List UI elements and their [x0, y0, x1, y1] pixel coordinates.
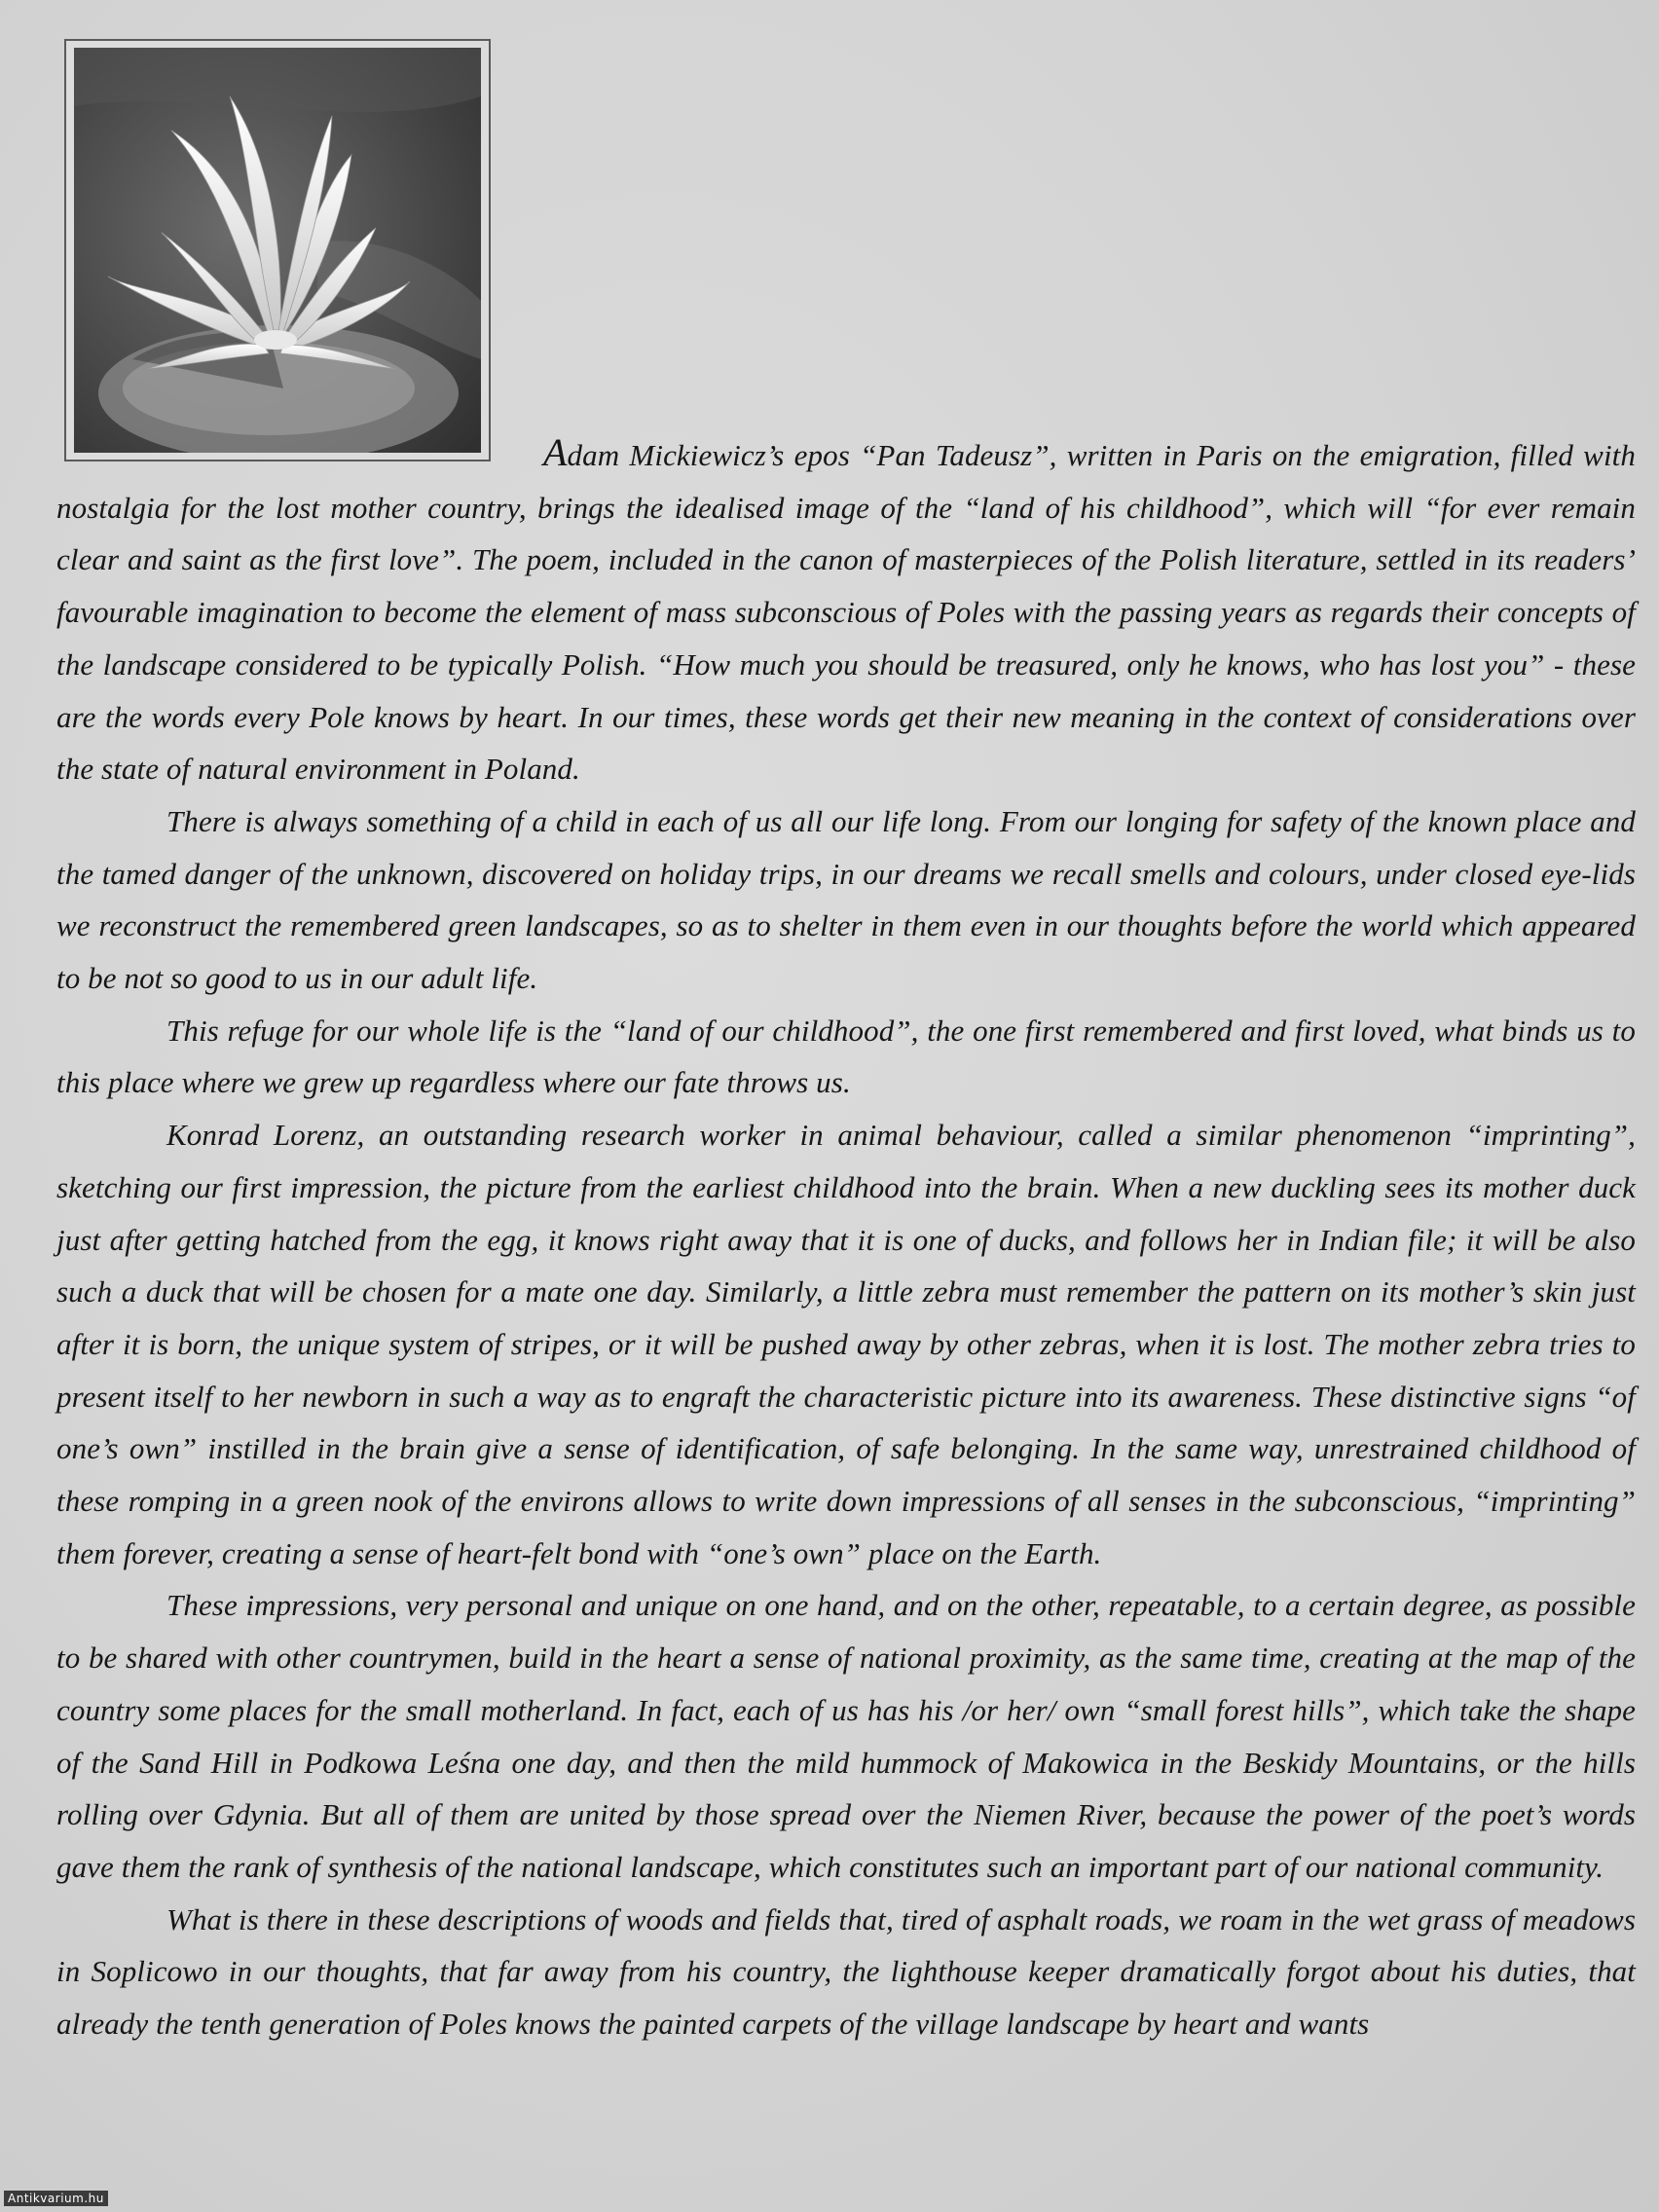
- article-body: [56, 426, 1636, 2050]
- paragraph-4: Konrad Lorenz, an outstanding research worker in animal behaviour, called a similar phenomenon “imprinting”, sketching our first impression, the picture from the earliest childhood into the brain. When a new duckling sees its mother duck just after getting hatched from the egg, it knows right away that it is one of ducks, and follows her in Indian file; it will be also such a duck that will be chosen for a mate one day. Similarly, a little zebra must remember the pattern on its mother’s skin just after it is born, the unique system of stripes, or it will be pushed away by other zebras, when it is lost. The mother zebra tries to present itself to her newborn in such a way as to engraft the characteristic picture into its awareness. These distinctive signs “of one’s own” instilled in the brain give a sense of identification, of safe belonging. In the same way, unrestrained childhood of these romping in a green nook of the environs allows to write down impressions of all senses in the subconscious, “imprinting” them forever, creating a sense of heart-felt bond with “one’s own” place on the Earth.: [56, 1118, 1636, 1570]
- paragraph-1: [56, 426, 1636, 795]
- paragraph-5: These impressions, very personal and unique on one hand, and on the other, repeatable, to a certain degree, as possible to be shared with other countrymen, build in the heart a sense of national proximity, as the same time, creating at the map of the country some places for the small motherland. In fact, each of us has his /or her/ own “small forest hills”, which take the shape of the Sand Hill in Podkowa Leśna one day, and then the mild hummock of Makowica in the Beskidy Mountains, or the hills rolling over Gdynia. But all of them are united by those spread over the Niemen River, because the power of the poet’s words gave them the rank of synthesis of the national landscape, which constitutes such an important part of our national community.: [56, 1588, 1636, 1884]
- water-lily-photo: [74, 48, 481, 453]
- paragraph-1-text: dam Mickiewicz’s epos “Pan Tadeusz”, written in Paris on the emigration, filled with nostalgia for the lost mother country, brings the idealised image of the “land of his childhood”, which will “for ever remain clear and saint as the first love”. The poem, included in the canon of masterpieces of the Polish literature, settled in its readers’ favourable imagination to become the element of mass subconscious of Poles with the passing years as regards their concepts of the landscape considered to be typically Polish. “How much you should be treasured, only he knows, who has lost you” - these are the words every Pole knows by heart. In our times, these words get their new meaning in the context of considerations over the state of natural environment in Poland.: [56, 438, 1636, 787]
- photo-frame: [64, 39, 491, 461]
- paragraph-3: This refuge for our whole life is the “land of our childhood”, the one first remembered and first loved, what binds us to this place where we grew up regardless where our fate throws us.: [56, 1013, 1636, 1100]
- paragraph-2: There is always something of a child in each of us all our life long. From our longing for safety of the known place and the tamed danger of the unknown, discovered on holiday trips, in our dreams we recall smells and colours, under closed eye-lids we reconstruct the remembered green landscapes, so as to shelter in them even in our thoughts before the world which appeared to be not so good to us in our adult life.: [56, 803, 1636, 996]
- drop-cap: A: [543, 430, 568, 474]
- watermark: Antikvarium.hu: [4, 2191, 108, 2206]
- paragraph-6: What is there in these descriptions of woods and fields that, tired of asphalt roads, we roam in the wet grass of meadows in Soplicowo in our thoughts, that far away from his country, the lighthouse keeper dramatically forgot about his duties, that already the tenth generation of Poles knows the painted carpets of the village landscape by heart and wants: [56, 1901, 1636, 2042]
- water-lily-icon: [74, 48, 481, 453]
